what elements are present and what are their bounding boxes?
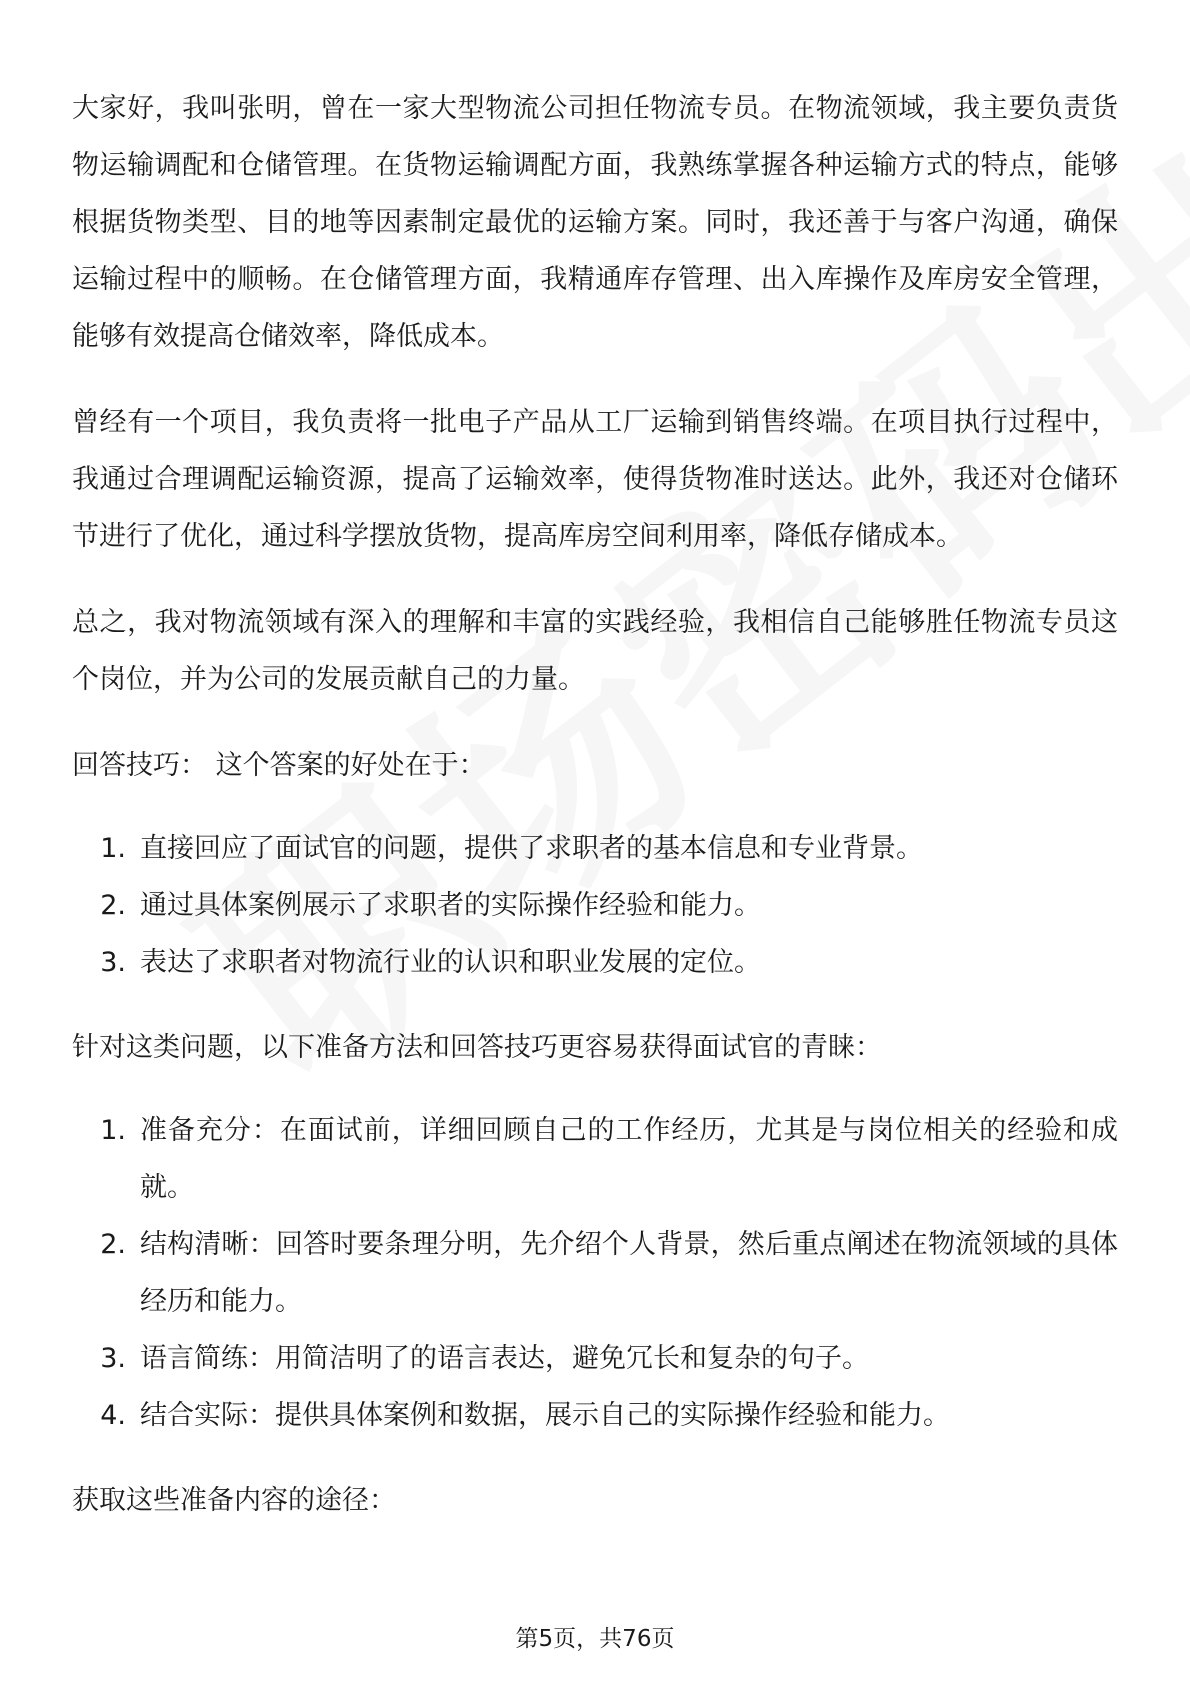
- list-item: [72, 1216, 1118, 1330]
- paragraph-self-intro: 大家好，我叫张明，曾在一家大型物流公司担任物流专员。在物流领域，我主要负责货物运输调配和仓储管理。在货物运输调配方面，我熟练掌握各种运输方式的特点，能够根据货物类型、目的地等因素制定最优的运输方案。同时，我还善于与客户沟通，确保运输过程中的顺畅。在仓储管理方面，我精通库存管理、出入库操作及库房安全管理，能够有效提高仓储效率，降低成本。: [72, 93, 1118, 352]
- list-number: 3.: [100, 947, 126, 978]
- preparation-tips-list: [72, 1102, 1118, 1444]
- page-footer: 第5页，共76页: [515, 1626, 675, 1652]
- list-text: 结合实际：提供具体案例和数据，展示自己的实际操作经验和能力。: [140, 1400, 950, 1431]
- list-text: 通过具体案例展示了求职者的实际操作经验和能力。: [140, 890, 761, 921]
- list-item: [72, 1387, 1118, 1444]
- list-number: 1.: [100, 1115, 126, 1146]
- list-item: [72, 934, 1118, 991]
- list-number: 2.: [100, 1229, 126, 1260]
- list-item: [72, 1102, 1118, 1216]
- paragraph-sources-heading: 获取这些准备内容的途径：: [72, 1485, 396, 1516]
- list-text: 直接回应了面试官的问题，提供了求职者的基本信息和专业背景。: [140, 833, 923, 864]
- list-item: [72, 820, 1118, 877]
- paragraph-answer-tips-heading: 回答技巧： 这个答案的好处在于：: [72, 750, 486, 781]
- paragraph-project-example: 曾经有一个项目，我负责将一批电子产品从工厂运输到销售终端。在项目执行过程中，我通过合理调配运输资源，提高了运输效率，使得货物准时送达。此外，我还对仓储环节进行了优化，通过科学摆放货物，提高库房空间利用率，降低存储成本。: [72, 407, 1118, 552]
- list-item: [72, 1330, 1118, 1387]
- document-body: [72, 80, 1118, 1558]
- list-text: 准备充分：在面试前，详细回顾自己的工作经历，尤其是与岗位相关的经验和成就。: [140, 1115, 1118, 1203]
- paragraph-conclusion: 总之，我对物流领域有深入的理解和丰富的实践经验，我相信自己能够胜任物流专员这个岗位，并为公司的发展贡献自己的力量。: [72, 607, 1118, 695]
- list-text: 表达了求职者对物流行业的认识和职业发展的定位。: [140, 947, 761, 978]
- list-text: 结构清晰：回答时要条理分明，先介绍个人背景，然后重点阐述在物流领域的具体经历和能力。: [140, 1229, 1118, 1317]
- list-number: 3.: [100, 1343, 126, 1374]
- list-item: [72, 877, 1118, 934]
- paragraph-preparation-heading: 针对这类问题，以下准备方法和回答技巧更容易获得面试官的青睐：: [72, 1032, 882, 1063]
- list-text: 语言简练：用简洁明了的语言表达，避免冗长和复杂的句子。: [140, 1343, 869, 1374]
- list-number: 4.: [100, 1400, 126, 1431]
- answer-benefits-list: [72, 820, 1118, 991]
- list-number: 1.: [100, 833, 126, 864]
- list-number: 2.: [100, 890, 126, 921]
